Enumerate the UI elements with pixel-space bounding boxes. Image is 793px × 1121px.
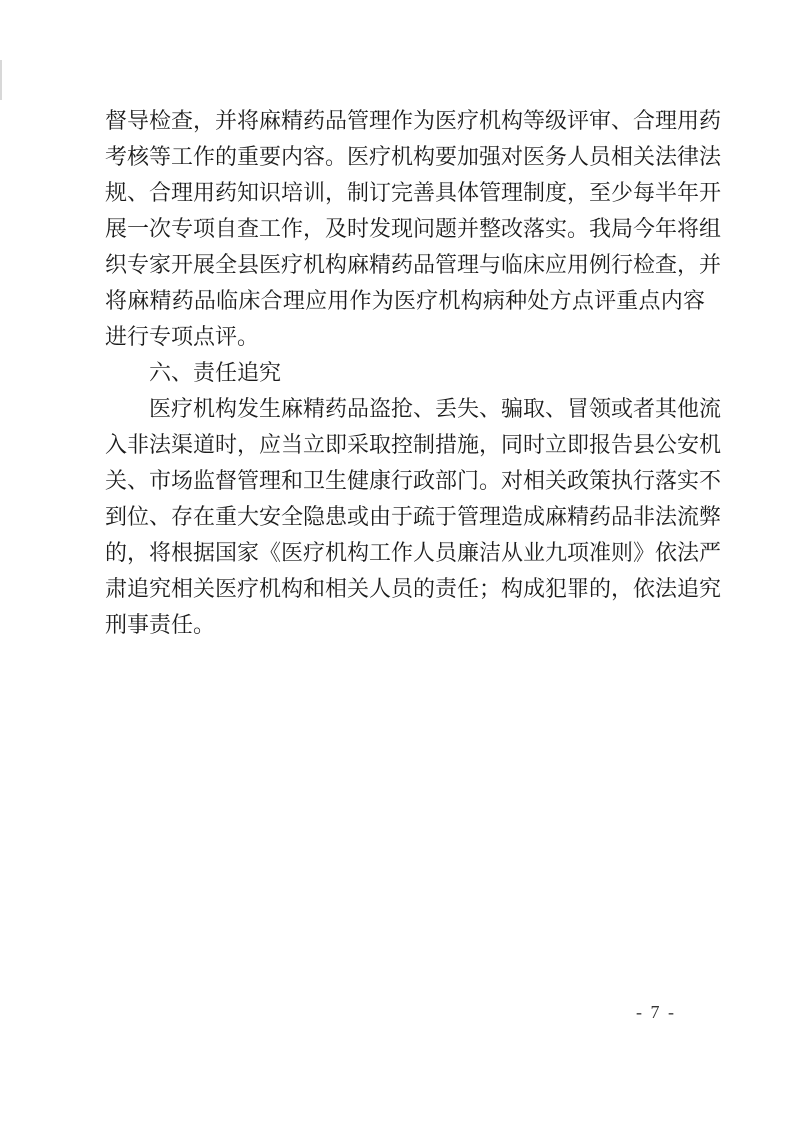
text-line: 的，将根据国家《医疗机构工作人员廉洁从业九项准则》依法严 — [105, 541, 722, 566]
text-line: 到位、存在重大安全隐患或由于疏于管理造成麻精药品非法流弊 — [105, 505, 722, 530]
text-line: 关、市场监督管理和卫生健康行政部门。对相关政策执行落实不 — [105, 469, 722, 494]
paragraph-accountability — [105, 392, 722, 644]
text-line: 织专家开展全县医疗机构麻精药品管理与临床应用例行检查，并 — [105, 253, 722, 278]
text-line: 考核等工作的重要内容。医疗机构要加强对医务人员相关法律法 — [105, 145, 722, 170]
text-line: 医疗机构发生麻精药品盗抢、丢失、骗取、冒领或者其他流 — [149, 397, 722, 422]
text-line: 展一次专项自查工作，及时发现问题并整改落实。我局今年将组 — [105, 217, 722, 242]
text-line: 将麻精药品临床合理应用作为医疗机构病种处方点评重点内容 — [105, 289, 705, 314]
page-number: - 7 - — [636, 1002, 676, 1022]
text-line: 进行专项点评。 — [105, 325, 260, 350]
text-line: 规、合理用药知识培训，制订完善具体管理制度，至少每半年开 — [105, 181, 722, 206]
text-line: 刑事责任。 — [105, 613, 216, 638]
text-line: 入非法渠道时，应当立即采取控制措施，同时立即报告县公安机 — [105, 433, 722, 458]
text-line: 肃追究相关医疗机构和相关人员的责任；构成犯罪的，依法追究 — [105, 577, 722, 602]
text-line: 督导检查，并将麻精药品管理作为医疗机构等级评审、合理用药 — [105, 109, 722, 134]
section-heading-accountability: 六、责任追究 — [149, 361, 282, 386]
scan-edge-mark — [0, 60, 2, 100]
document-body — [105, 104, 722, 644]
paragraph-supervision — [105, 104, 722, 356]
